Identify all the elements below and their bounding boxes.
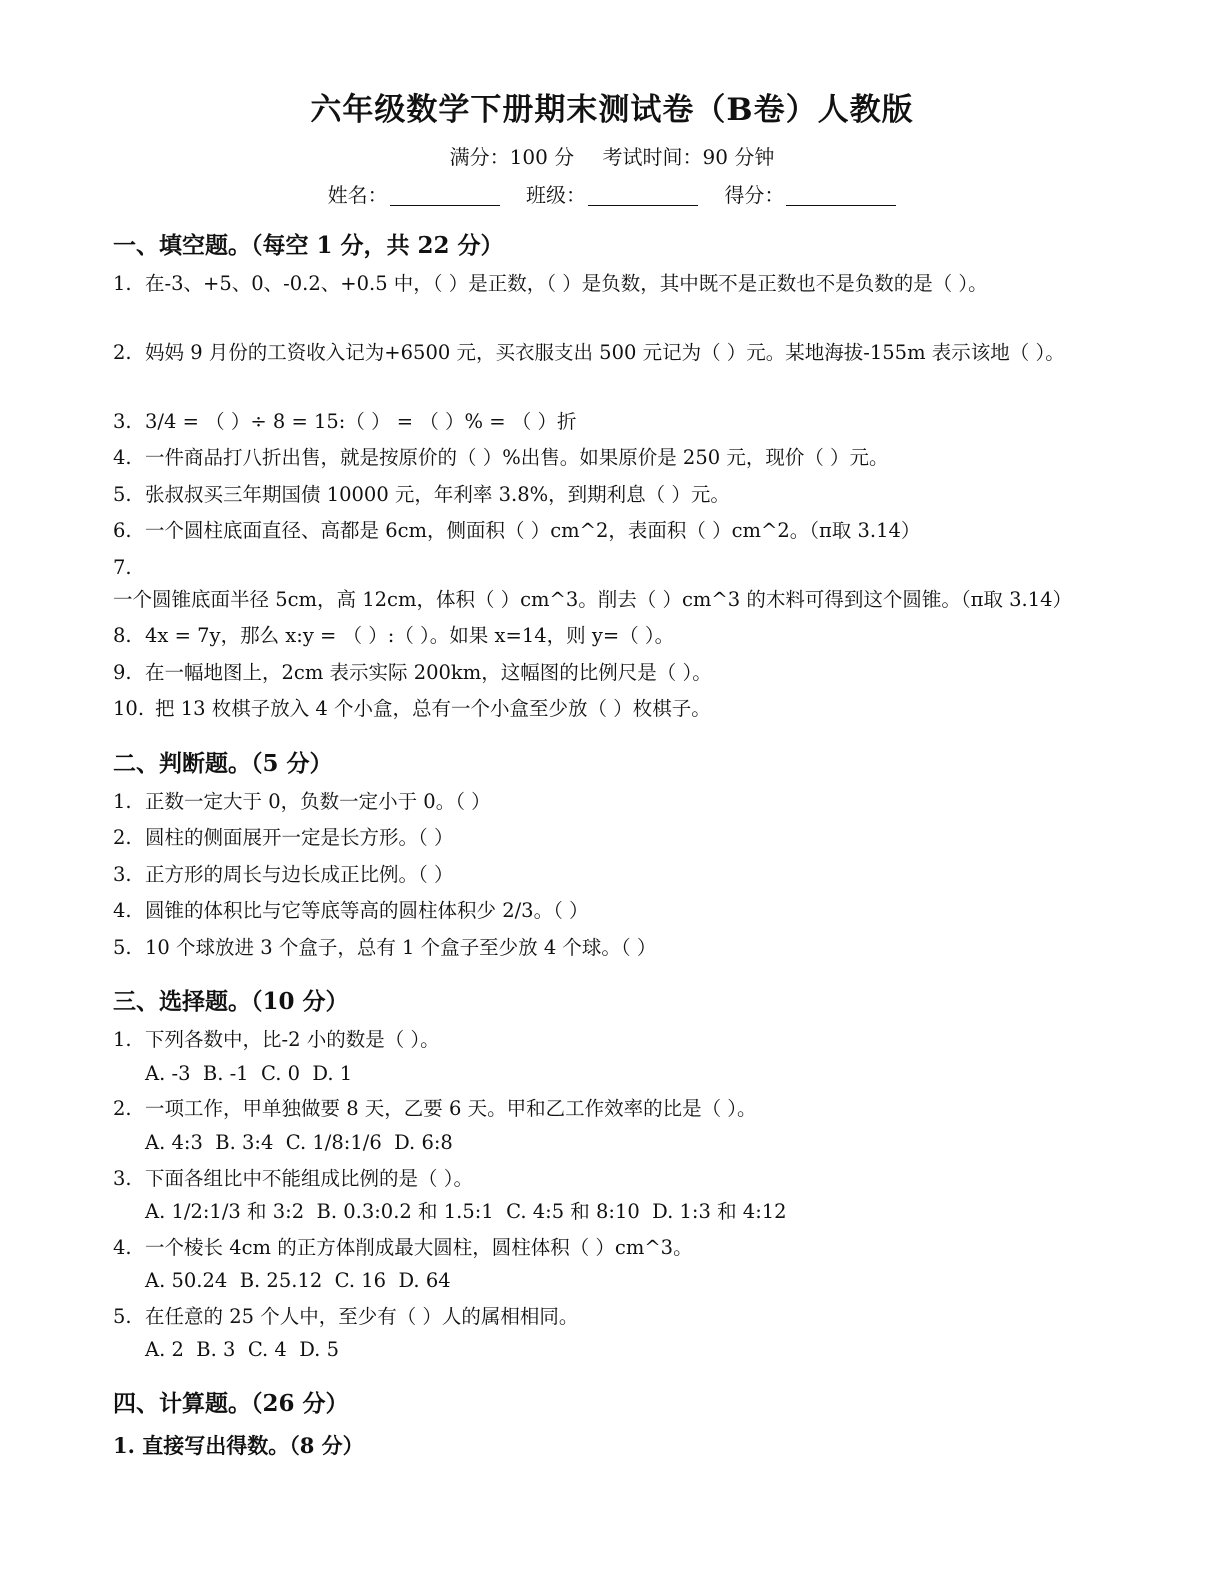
page-title: 六年级数学下册期末测试卷（B卷）人教版 xyxy=(310,92,914,128)
question-item xyxy=(113,515,1098,547)
question-text: 在任意的 25 个人中，至少有（ ）人的属相相同。 xyxy=(145,1305,579,1328)
question-item xyxy=(113,268,1098,300)
class-blank[interactable] xyxy=(588,185,698,206)
score-blank[interactable] xyxy=(786,185,896,206)
question-item xyxy=(113,1301,1098,1333)
answer-options: A. 50.24 B. 25.12 C. 16 D. 64 xyxy=(145,1269,451,1292)
question-number: 4. xyxy=(113,899,132,922)
section-fill-title: 一、填空题。（每空 1 分，共 22 分） xyxy=(113,232,504,259)
subsection-title: 1. 直接写出得数。（8 分） xyxy=(113,1433,364,1458)
answer-options: A. -3 B. -1 C. 0 D. 1 xyxy=(145,1062,353,1085)
score-field xyxy=(724,179,896,208)
section-calc-title: 四、计算题。（26 分） xyxy=(113,1390,349,1417)
full-marks: 满分：100 分 xyxy=(449,145,575,169)
question-number: 7. xyxy=(113,556,132,579)
answer-options: A. 1/2:1/3 和 3:2 B. 0.3:0.2 和 1.5:1 C. 4:5 和 8:10 D. 1:3 和 4:12 xyxy=(145,1200,787,1223)
question-text: 在一幅地图上，2cm 表示实际 200km，这幅图的比例尺是（ ）。 xyxy=(145,661,712,684)
student-info xyxy=(0,179,1224,208)
question-number: 8. xyxy=(113,624,132,647)
question-text: 把 13 枚棋子放入 4 个小盒，总有一个小盒至少放（ ）枚棋子。 xyxy=(155,697,711,720)
name-label: 姓名： xyxy=(327,183,388,207)
question-text: 4x = 7y，那么 x:y = （ ）:（ ）。如果 x=14，则 y=（ ）。 xyxy=(145,624,675,647)
question-item xyxy=(113,1024,1098,1056)
question-number: 5. xyxy=(113,936,132,959)
question-number: 2. xyxy=(113,341,132,364)
name-field xyxy=(328,179,500,208)
question-text: 妈妈 9 月份的工资收入记为+6500 元，买衣服支出 500 元记为（ ）元。某地海拔-155m 表示该地（ ）。 xyxy=(145,341,1065,364)
answer-options: A. 2 B. 3 C. 4 D. 5 xyxy=(145,1338,339,1361)
class-label: 班级： xyxy=(526,183,586,207)
question-text: 圆锥的体积比与它等底等高的圆柱体积少 2/3。（ ） xyxy=(145,899,589,922)
section-choice-title: 三、选择题。（10 分） xyxy=(113,988,349,1015)
question-item xyxy=(113,786,1098,818)
question-number: 1. xyxy=(113,790,132,813)
question-number: 5. xyxy=(113,483,132,506)
question-item xyxy=(113,337,1098,369)
question-text: 一个圆锥底面半径 5cm，高 12cm，体积（ ）cm^3。削去（ ）cm^3 的木料可得到这个圆锥。（π取 3.14） xyxy=(113,588,1073,611)
question-text: 10 个球放进 3 个盒子，总有 1 个盒子至少放 4 个球。（ ） xyxy=(145,936,657,959)
question-item xyxy=(113,932,1098,964)
question-text: 下列各数中，比-2 小的数是（ ）。 xyxy=(145,1028,440,1051)
question-number: 5. xyxy=(113,1305,132,1328)
question-text: 正方形的周长与边长成正比例。（ ） xyxy=(145,863,454,886)
question-text: 圆柱的侧面展开一定是长方形。（ ） xyxy=(145,826,454,849)
question-item xyxy=(113,1093,1098,1125)
name-blank[interactable] xyxy=(390,185,500,206)
question-number: 2. xyxy=(113,826,132,849)
question-number: 1. xyxy=(113,1028,132,1051)
question-number: 3. xyxy=(113,410,132,433)
question-text: 张叔叔买三年期国债 10000 元，年利率 3.8%，到期利息（ ）元。 xyxy=(145,483,730,506)
question-item xyxy=(113,620,1098,652)
question-text: 一件商品打八折出售，就是按原价的（ ）%出售。如果原价是 250 元，现价（ ）元。 xyxy=(145,446,889,469)
question-number: 6. xyxy=(113,519,132,542)
question-number: 9. xyxy=(113,661,132,684)
question-item xyxy=(113,479,1098,511)
answer-options: A. 4:3 B. 3:4 C. 1/8:1/6 D. 6:8 xyxy=(145,1131,453,1154)
exam-time: 考试时间：90 分钟 xyxy=(602,145,775,169)
question-text: 一个圆柱底面直径、高都是 6cm，侧面积（ ）cm^2，表面积（ ）cm^2。（π取 3.14） xyxy=(145,519,921,542)
question-text: 3/4 = （ ）÷ 8 = 15:（ ） = （ ）% = （ ）折 xyxy=(145,410,577,433)
question-number: 4. xyxy=(113,1236,132,1259)
question-number: 10. xyxy=(113,697,145,720)
section-judge-title: 二、判断题。（5 分） xyxy=(113,750,333,777)
class-field xyxy=(526,179,698,208)
question-text: 下面各组比中不能组成比例的是（ ）。 xyxy=(145,1167,473,1190)
question-item xyxy=(113,822,1098,854)
question-number: 3. xyxy=(113,1167,132,1190)
question-text: 一个棱长 4cm 的正方体削成最大圆柱，圆柱体积（ ）cm^3。 xyxy=(145,1236,693,1259)
question-item xyxy=(113,552,1098,616)
question-item xyxy=(113,859,1098,891)
question-text: 一项工作，甲单独做要 8 天，乙要 6 天。甲和乙工作效率的比是（ ）。 xyxy=(145,1097,757,1120)
question-number: 3. xyxy=(113,863,132,886)
score-label: 得分： xyxy=(724,183,785,207)
question-item xyxy=(113,442,1098,474)
question-item xyxy=(113,895,1098,927)
question-text: 正数一定大于 0，负数一定小于 0。（ ） xyxy=(145,790,491,813)
exam-meta xyxy=(0,141,1224,170)
question-number: 4. xyxy=(113,446,132,469)
question-item xyxy=(113,1163,1098,1195)
question-item xyxy=(113,1232,1098,1264)
question-number: 2. xyxy=(113,1097,132,1120)
question-item xyxy=(113,657,1098,689)
question-text: 在-3、+5、0、-0.2、+0.5 中，（ ）是正数，（ ）是负数，其中既不是正数也不是负数的是（ ）。 xyxy=(145,272,988,295)
question-number: 1. xyxy=(113,272,132,295)
question-item xyxy=(113,693,1098,725)
question-item xyxy=(113,406,1098,438)
